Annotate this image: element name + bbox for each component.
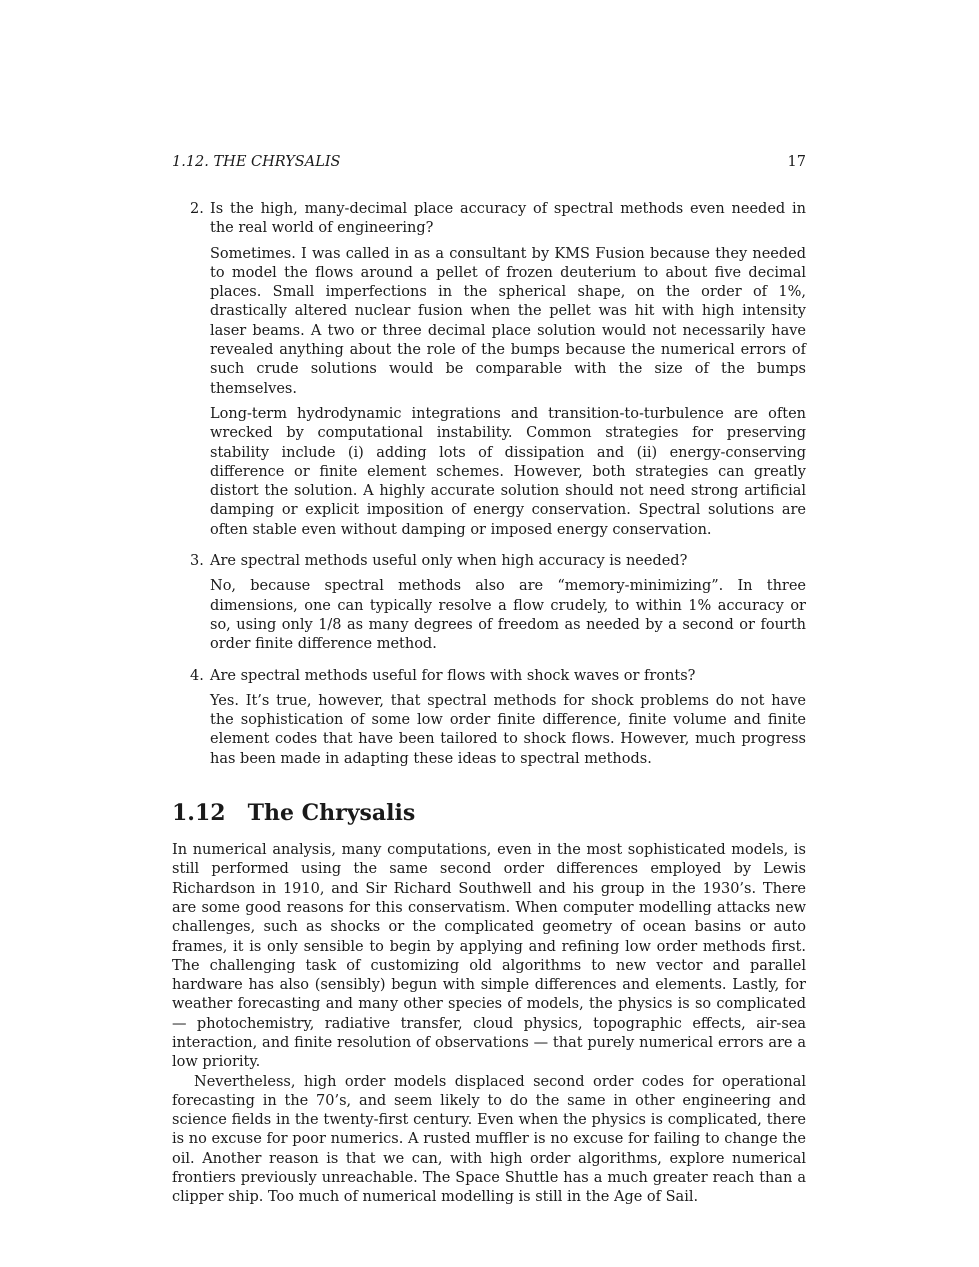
answer-paragraph: Long-term hydrodynamic integrations and transition-to-turbulence are often wrecked by computational instability. Common strategies for preserving stability include (i) adding lots of dissipation and (ii) energy-conserving difference or finite element schemes. However, both strategies can greatly distort the solution. A highly accurate solution should not need strong artificial damping or explicit imposition of energy conservation. Spectral solutions are often stable even without damping or imposed energy conservation.	[210, 405, 806, 538]
body-paragraph: In numerical analysis, many computations, even in the most sophisticated models, is still performed using the same second order differences employed by Lewis Richardson in 1910, and Sir Richard Southwell and his group in the 1930’s. There are some good reasons for this conservatism. When computer modelling attacks new challenges, such as shocks or the complicated geometry of ocean basins or auto frames, it is only sensible to begin by applying and refining low order methods first. The challenging task of customizing old algorithms to new vector and parallel hardware has also (sensibly) begun with simple differences and elements. Lastly, for weather forecasting and many other species of models, the physics is so complicated — photochemistry, radiative transfer, cloud physics, topographic effects, air-sea interaction, and finite resolution of observations — that purely numerical errors are a low priority.	[172, 842, 806, 1071]
list-item	[172, 552, 806, 654]
question-list	[172, 200, 806, 769]
answer-paragraph: Yes. It’s true, however, that spectral methods for shock problems do not have the sophistication of some low order finite difference, finite volume and finite element codes that have been tailored to shock flows. However, much progress has been made in adapting these ideas to spectral methods.	[210, 692, 806, 767]
question-text: Are spectral methods useful only when high accuracy is needed?	[210, 553, 688, 570]
item-number: 4.	[190, 667, 204, 684]
item-number: 3.	[190, 553, 204, 570]
body-paragraph: Nevertheless, high order models displaced second order codes for operational forecasting in the 70’s, and seem likely to do the same in other engineering and science fields in the twenty-first century. Even when the physics is complicated, there is no excuse for poor numerics. A rusted muffler is no excuse for failing to change the oil. Another reason is that we can, with high order algorithms, explore numerical frontiers previously unreachable. The Space Shuttle has a much greater reach than a clipper ship. Too much of numerical modelling is still in the Age of Sail.	[172, 1073, 806, 1206]
question-text: Are spectral methods useful for flows with shock waves or fronts?	[210, 667, 696, 684]
section-heading	[172, 799, 806, 827]
section-title: The Chrysalis	[247, 800, 416, 827]
list-item	[172, 667, 806, 769]
running-header	[172, 148, 806, 180]
page	[172, 148, 806, 1208]
answer-paragraph: Sometimes. I was called in as a consultant by KMS Fusion because they needed to model the flows around a pellet of frozen deuterium to about five decimal places. Small imperfections in the spherical shape, on the order of 1%, drastically altered nuclear fusion when the pellet was hit with high intensity laser beams. A two or three decimal place solution would not necessarily have revealed anything about the role of the bumps because the numerical errors of such crude solutions would be comparable with the size of the bumps themselves.	[210, 245, 806, 397]
section-number: 1.12	[172, 800, 226, 827]
page-number: 17	[787, 154, 806, 170]
item-number: 2.	[190, 201, 204, 217]
running-title: 1.12. THE CHRYSALIS	[172, 154, 341, 170]
list-item	[172, 200, 806, 540]
answer-paragraph: No, because spectral methods also are “memory-minimizing”. In three dimensions, one can typically resolve a flow crudely, to within 1% accuracy or so, using only 1/8 as many degrees of freedom as needed by a second or fourth order finite difference method.	[210, 578, 806, 653]
question-text: Is the high, many-decimal place accuracy of spectral methods even needed in the real world of engineering?	[210, 201, 806, 237]
